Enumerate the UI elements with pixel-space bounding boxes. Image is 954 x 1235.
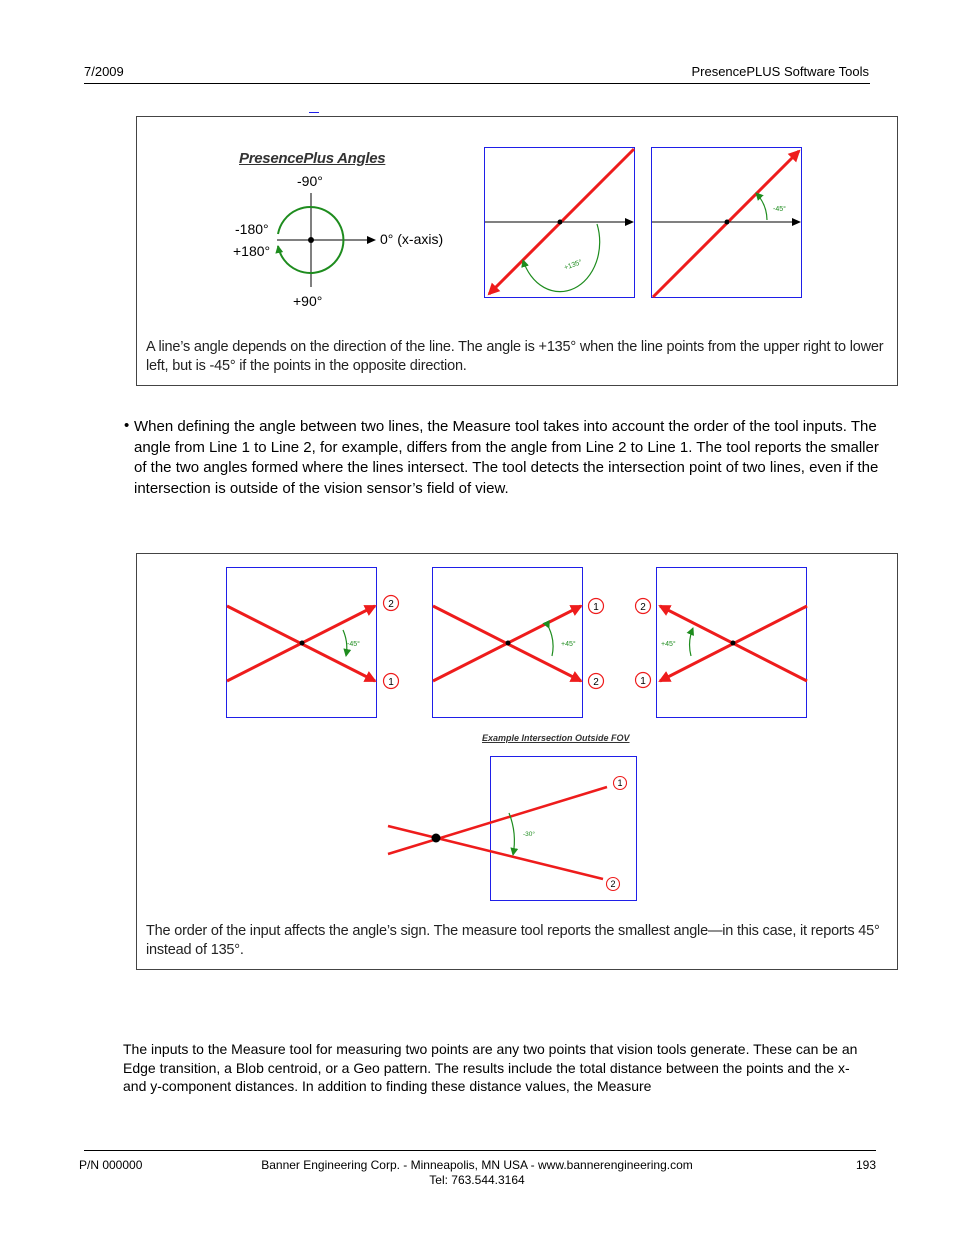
marker-label: 2 — [388, 599, 394, 610]
footer-tel: Tel: 763.544.3164 — [429, 1173, 525, 1187]
intersection-dot — [432, 834, 441, 843]
example-title: Example Intersection Outside FOV — [482, 733, 630, 743]
bullet-text: When defining the angle between two lines, the Measure tool takes into account the order of the tool inputs. The angle from Line 1 to Line 2, for example, differs from the angle from Line 2 to Line 1. The tool reports the smaller of the two angles formed where the lines intersect. The tool detects the intersection point of two lines, even if the intersection is outside of the vision sensor’s field of view. — [134, 418, 879, 497]
label-minus-90: -90° — [297, 173, 323, 189]
marker-label: 1 — [388, 677, 394, 688]
example-intersection-diagram — [137, 554, 899, 971]
panel-plus-135 — [484, 147, 635, 298]
footer-company: Banner Engineering Corp. - Minneapolis, MN USA - www.bannerengineering.com — [261, 1158, 693, 1172]
label-plus-90: +90° — [293, 293, 323, 309]
footer-rule — [84, 1150, 876, 1151]
marker-label: 2 — [610, 879, 616, 889]
figure-angles-title: PresencePlus Angles — [239, 150, 386, 167]
angle-label: -30° — [523, 831, 535, 838]
panel-minus-45 — [651, 147, 802, 298]
label-plus-180: +180° — [233, 243, 271, 259]
angle-label: -45° — [773, 206, 786, 213]
header-rule — [84, 83, 870, 84]
red-line-2 — [388, 826, 603, 879]
figure-angles — [136, 116, 898, 386]
angle-label: -45° — [347, 641, 360, 648]
figure-input-order-caption: The order of the input affects the angle’s sign. The measure tool reports the smallest angle—in this case, it reports 45° instead of 135°. — [146, 923, 880, 958]
link-fragment — [309, 112, 319, 113]
marker-label: 1 — [640, 676, 646, 687]
bullet-symbol: • — [124, 417, 130, 434]
angle-arc — [509, 813, 514, 855]
marker-label: 1 — [593, 602, 599, 613]
header-section-title: PresencePLUS Software Tools — [691, 64, 869, 79]
label-minus-180: -180° — [235, 221, 269, 237]
figure-input-order — [136, 553, 898, 970]
angle-label: +45° — [561, 641, 576, 648]
measure-points-paragraph: The inputs to the Measure tool for measuring two points are any two points that vision tools generate. These can be an Edge transition, a Blob centroid, or a Geo pattern. The results include the total distance between the points and the x- and y-component distances. In addition to finding these distance values, the Measure — [123, 1041, 858, 1094]
footer-part-number: P/N 000000 — [79, 1158, 143, 1172]
angle-arc — [756, 193, 767, 220]
label-zero-x-axis: 0° (x-axis) — [380, 231, 444, 247]
intersection-dot — [725, 220, 730, 225]
header-date: 7/2009 — [84, 64, 124, 79]
intersection-dot — [558, 220, 563, 225]
angle-arc — [523, 224, 600, 292]
angle-label: +135° — [563, 258, 584, 272]
marker-label: 1 — [617, 778, 623, 788]
origin-dot — [308, 237, 314, 243]
footer-page-number: 193 — [855, 1158, 876, 1172]
marker-label: 2 — [593, 677, 599, 688]
red-line-1 — [388, 787, 607, 854]
angle-label: +45° — [661, 641, 676, 648]
marker-label: 2 — [640, 602, 646, 613]
figure-angles-caption: A line’s angle depends on the direction of the line. The angle is +135° when the line points from the upper right to lower left, but is -45° if the points in the opposite direction. — [146, 339, 884, 374]
